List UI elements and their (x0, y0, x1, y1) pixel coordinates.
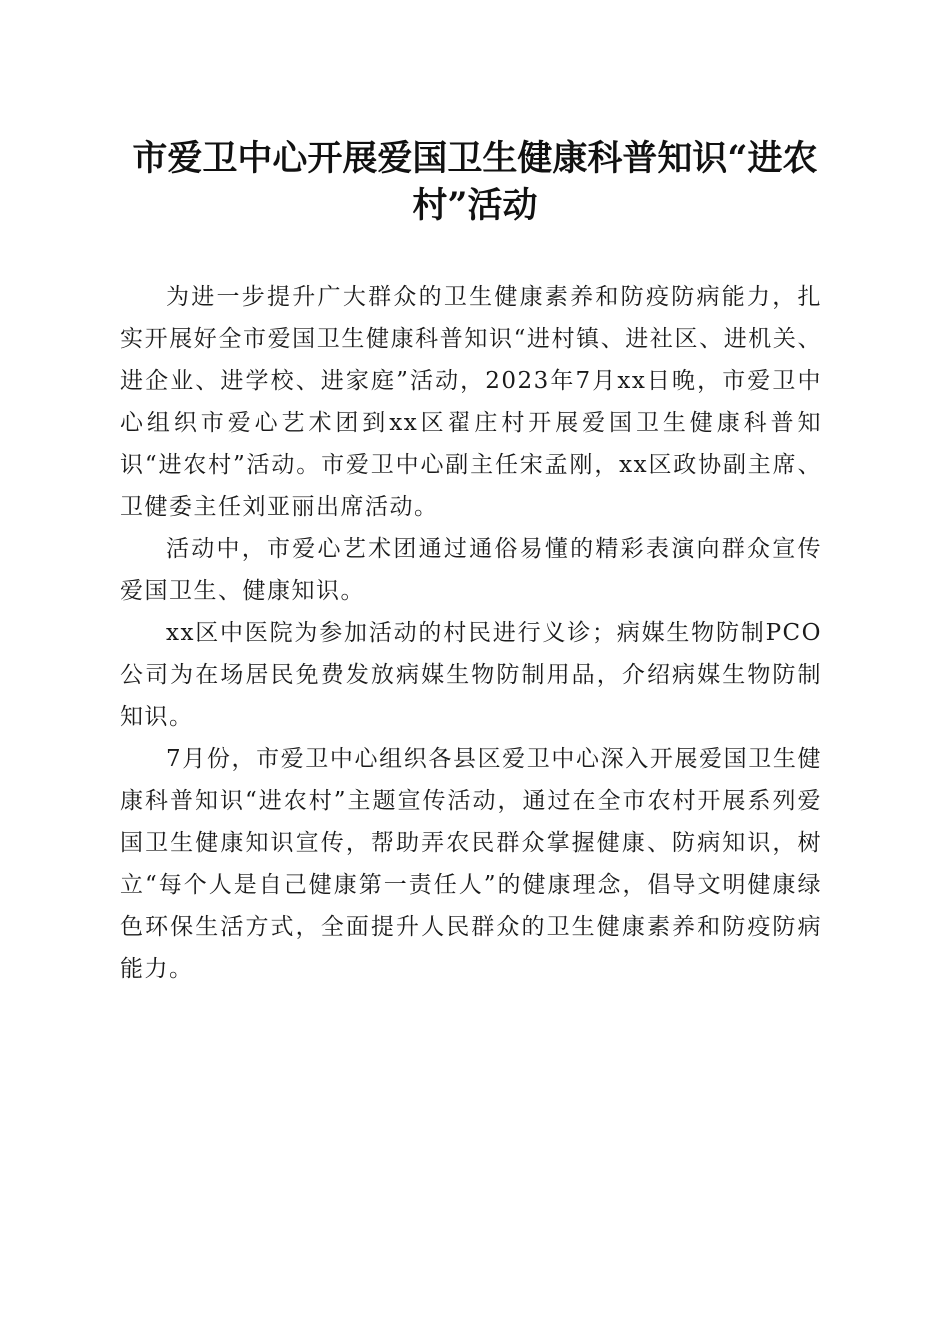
paragraph-3: xx区中医院为参加活动的村民进行义诊；病媒生物防制PCO公司为在场居民免费发放病媒生物防制用品，介绍病媒生物防制知识。 (120, 620, 822, 730)
paragraph-1: 为进一步提升广大群众的卫生健康素养和防疫防病能力，扎实开展好全市爱国卫生健康科普知识“进村镇、进社区、进机关、进企业、进学校、进家庭”活动，2023年7月xx日晚，市爱卫中心组织市爱心艺术团到xx区翟庄村开展爱国卫生健康科普知识“进农村”活动。市爱卫中心副主任宋孟刚，xx区政协副主席、卫健委主任刘亚丽出席活动。 (120, 284, 822, 520)
paragraph-2: 活动中，市爱心艺术团通过通俗易懂的精彩表演向群众宣传爱国卫生、健康知识。 (120, 536, 822, 604)
document-body (120, 276, 822, 990)
document-title: 市爱卫中心开展爱国卫生健康科普知识“进农村”活动 (132, 138, 818, 226)
paragraph-4: 7月份，市爱卫中心组织各县区爱卫中心深入开展爱国卫生健康科普知识“进农村”主题宣传活动，通过在全市农村开展系列爱国卫生健康知识宣传，帮助弄农民群众掌握健康、防病知识，树立“每个人是自己健康第一责任人”的健康理念，倡导文明健康绿色环保生活方式，全面提升人民群众的卫生健康素养和防疫防病能力。 (120, 746, 822, 982)
